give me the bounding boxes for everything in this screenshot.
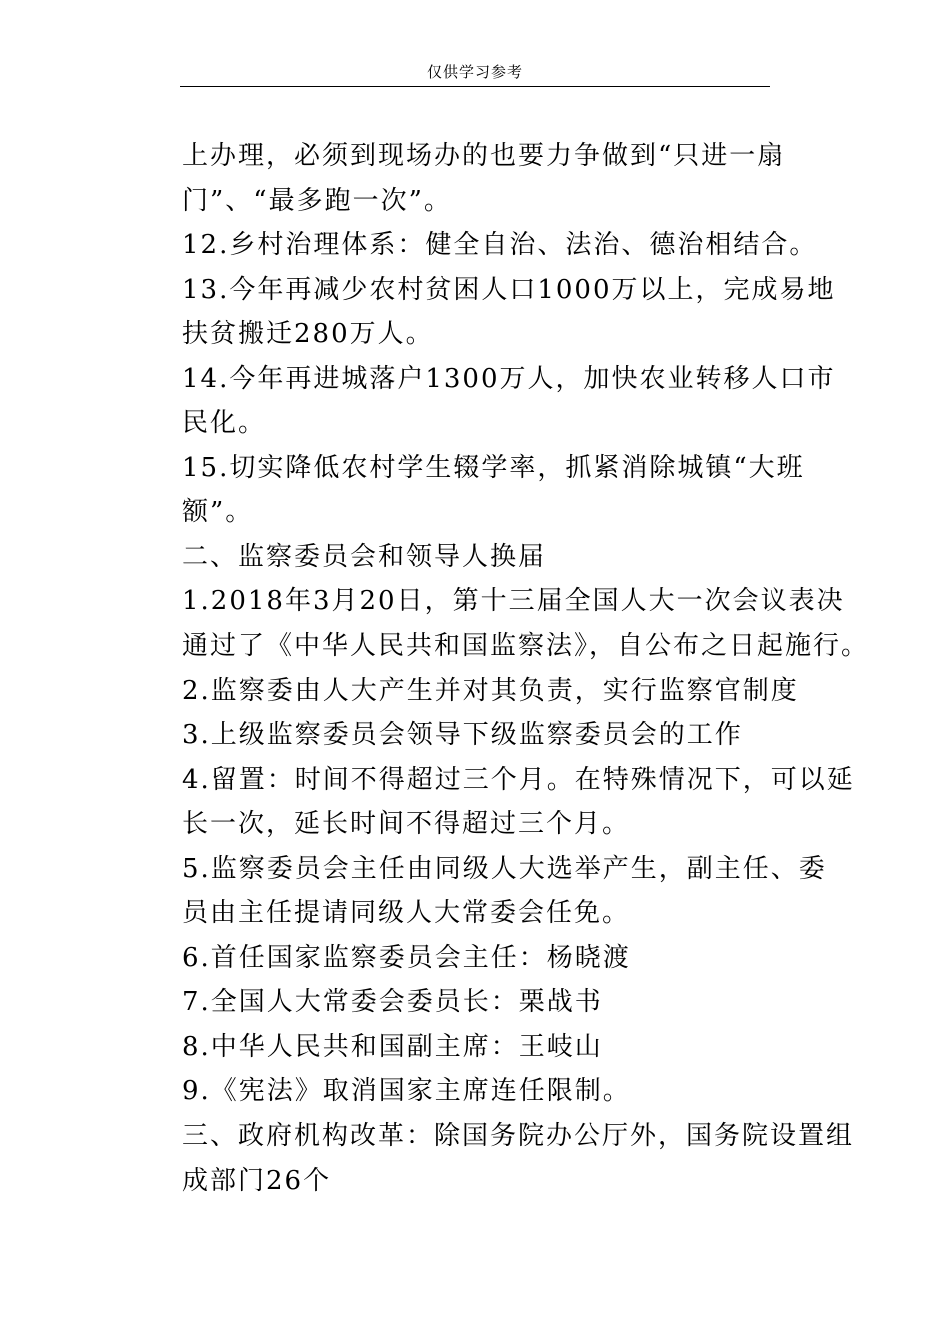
text-line: 15.切实降低农村学生辍学率，抓紧消除城镇“大班 [182, 452, 805, 483]
text-line: 12.乡村治理体系：健全自治、法治、德治相结合。 [182, 230, 818, 261]
text-line: 9.《宪法》取消国家主席连任限制。 [182, 1076, 631, 1107]
document-body [182, 134, 870, 1203]
text-line: 长一次，延长时间不得超过三个月。 [182, 809, 631, 840]
text-line: 4.留置：时间不得超过三个月。在特殊情况下，可以延 [182, 764, 855, 795]
text-line: 13.今年再减少农村贫困人口1000万以上，完成易地 [182, 274, 836, 305]
text-line: 2.监察委由人大产生并对其负责，实行监察官制度 [182, 675, 799, 706]
text-line: 6.首任国家监察委员会主任：杨晓渡 [182, 942, 631, 973]
text-line: 14.今年再进城落户1300万人，加快农业转移人口市 [182, 363, 836, 394]
text-line: 3.上级监察委员会领导下级监察委员会的工作 [182, 720, 743, 751]
text-line: 员由主任提请同级人大常委会任免。 [182, 898, 631, 929]
text-line: 成部门26个 [182, 1165, 332, 1196]
text-line: 额”。 [182, 497, 254, 528]
text-line: 扶贫搬迁280万人。 [182, 319, 434, 350]
text-line: 5.监察委员会主任由同级人大选举产生，副主任、委 [182, 853, 827, 884]
text-line: 门”、“最多跑一次”。 [182, 185, 452, 216]
section-heading: 二、监察委员会和领导人换届 [182, 541, 547, 572]
text-line: 民化。 [182, 408, 267, 439]
text-line: 上办理，必须到现场办的也要力争做到“只进一扇 [182, 141, 786, 171]
page-header: 仅供学习参考 [426, 63, 523, 81]
text-line: 通过了《中华人民共和国监察法》，自公布之日起施行。 [182, 631, 870, 662]
section-heading: 三、政府机构改革：除国务院办公厅外，国务院设置组 [182, 1121, 855, 1152]
text-line: 7.全国人大常委会委员长：栗战书 [182, 987, 603, 1018]
text-line: 1.2018年3月20日，第十三届全国人大一次会议表决 [182, 586, 845, 617]
header-divider [180, 86, 770, 87]
text-line: 8.中华人民共和国副主席：王岐山 [182, 1031, 603, 1062]
